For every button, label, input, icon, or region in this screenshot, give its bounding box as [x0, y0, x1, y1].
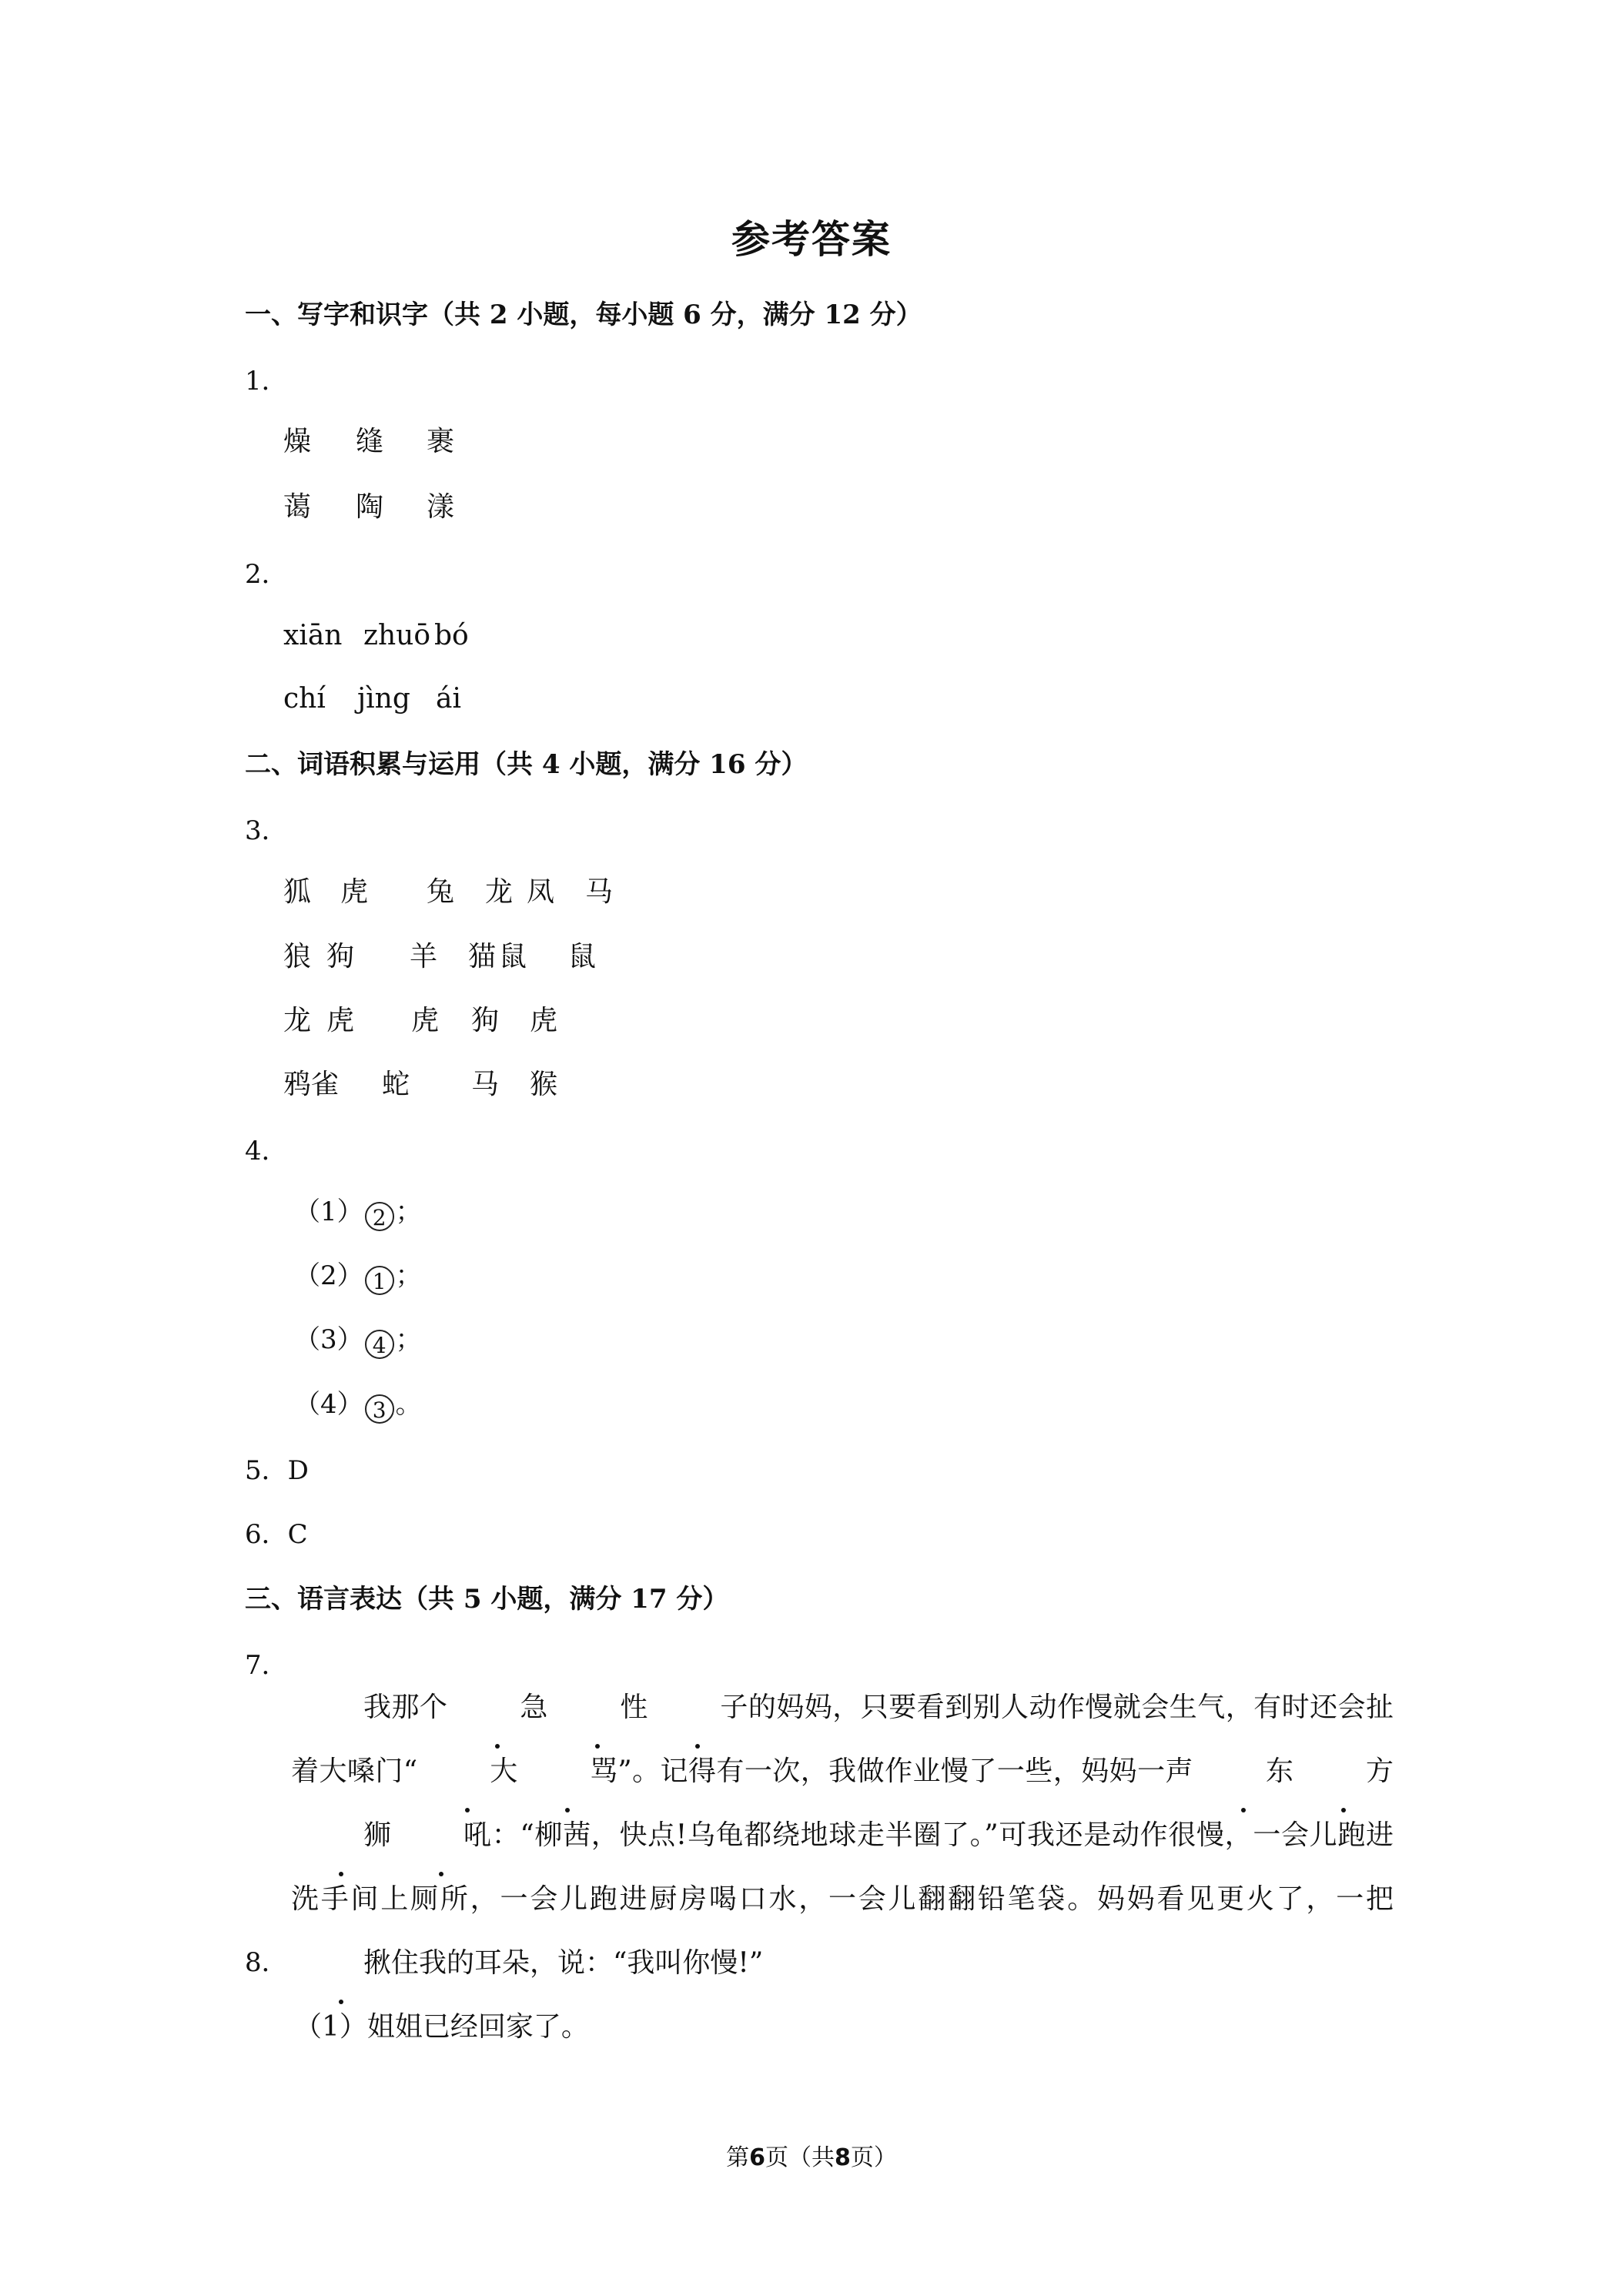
pinyin: chí: [283, 683, 326, 715]
circled-number: 4: [365, 1330, 394, 1359]
answer-char: 凤: [527, 876, 555, 908]
answer-char: 马: [585, 876, 614, 908]
emphasis-char: 狮: [291, 1803, 391, 1867]
emphasis-char: 子: [648, 1675, 748, 1739]
answer-char: 狐: [283, 876, 312, 908]
current-page-number: 6: [749, 2144, 765, 2171]
item-label: （4）: [294, 1389, 363, 1420]
emphasis-run: [447, 1692, 748, 1723]
item-end: ；: [395, 1197, 422, 1227]
answer-char: 马: [471, 1069, 500, 1100]
emphasis-run: [417, 1755, 617, 1787]
emphasis-run: [291, 1947, 391, 1979]
answer-char: 龙: [283, 1005, 312, 1036]
answer-char: 蔼: [283, 491, 312, 523]
answer-char: 猴: [530, 1069, 558, 1100]
total-page-number: 8: [835, 2144, 851, 2171]
item-label: （2）: [294, 1260, 363, 1291]
item-end: ；: [395, 1260, 422, 1291]
answer-char: 漾: [427, 491, 455, 523]
text-run: ：“柳茜，快点!乌龟都绕地球走半圈了。”可我还是动作很慢，一会儿跑进洗手间上厕所，一会儿跑进厨房喝口水，一会儿翻翻铅笔袋。妈妈看见更火了，一把: [291, 1819, 1394, 1915]
answer-q5: 5．D: [245, 1455, 309, 1486]
pinyin: ái: [436, 683, 461, 715]
question-number-2: 2．: [245, 559, 288, 590]
question-number-7: 7．: [245, 1650, 288, 1681]
text-run: 我那个: [363, 1692, 448, 1723]
item-label: （1）: [294, 1197, 363, 1227]
q8-item-1: （1）姐姐已经回家了。: [294, 2011, 589, 2043]
answer-char: 陶: [356, 491, 384, 523]
answer-char: 狗: [326, 941, 355, 972]
q4-item-3: [294, 1324, 422, 1359]
answer-char: 狗: [471, 1005, 500, 1036]
text-run: 住我的耳朵，说：“我叫你慢!”: [391, 1947, 764, 1979]
answer-char: 狼: [283, 941, 312, 972]
footer-text: 第: [726, 2144, 750, 2171]
item-end: ；: [395, 1324, 422, 1355]
section-heading-3: 三、语言表达（共 5 小题，满分 17 分）: [245, 1584, 729, 1615]
circled-number: 3: [365, 1394, 394, 1424]
pinyin: xiān: [283, 620, 343, 651]
answer-char: 虎: [326, 1005, 355, 1036]
item-label: （3）: [294, 1324, 363, 1355]
answer-char: 虎: [411, 1005, 440, 1036]
answer-q6: 6．C: [245, 1519, 308, 1550]
question-number-3: 3．: [245, 815, 288, 846]
section-heading-1: 一、写字和识字（共 2 小题，每小题 6 分，满分 12 分）: [245, 300, 922, 330]
emphasis-char: 急: [447, 1675, 547, 1739]
answer-char: 虎: [340, 876, 369, 908]
text-run: 的妈妈，只要看到别人动作慢就会生气，有时还会扯着大嗓门“: [291, 1692, 1394, 1787]
q4-item-1: [294, 1199, 422, 1231]
pinyin: zhuō: [363, 620, 431, 651]
emphasis-char: 吼: [391, 1803, 491, 1867]
answer-char: 鸦雀: [283, 1069, 340, 1100]
page-title: 参考答案: [731, 216, 892, 262]
emphasis-char: 性: [547, 1675, 648, 1739]
answer-char: 猫: [468, 941, 497, 972]
item-end: 。: [395, 1389, 422, 1420]
answer-char: 龙: [485, 876, 514, 908]
page-footer: [0, 2144, 1623, 2171]
pinyin: jìng: [357, 683, 410, 715]
q7-paragraph: [291, 1675, 1394, 1995]
q4-item-4: [294, 1391, 422, 1424]
answer-char: 蛇: [382, 1069, 410, 1100]
answer-char: 鼠: [499, 941, 527, 972]
emphasis-char: 骂: [517, 1739, 617, 1803]
answer-char: 裹: [427, 426, 455, 457]
section-heading-2: 二、词语积累与运用（共 4 小题，满分 16 分）: [245, 749, 808, 780]
footer-text: 页（共: [765, 2144, 835, 2171]
text-run: ”。记得有一次，我做作业慢了一些，妈妈一声: [617, 1755, 1193, 1787]
answer-char: 羊: [410, 941, 438, 972]
question-number-4: 4．: [245, 1136, 288, 1166]
question-number-1: 1．: [245, 366, 288, 397]
question-number-8: 8．: [245, 1947, 288, 1978]
q4-item-2: [294, 1260, 422, 1295]
circled-number: 1: [365, 1266, 394, 1295]
pinyin: bó: [434, 620, 469, 651]
emphasis-char: 东: [1193, 1739, 1293, 1803]
footer-text: 页）: [850, 2144, 897, 2171]
circled-number: 2: [365, 1202, 394, 1231]
emphasis-char: 揪: [291, 1931, 391, 1995]
answer-char: 缝: [356, 426, 384, 457]
answer-char: 虎: [530, 1005, 558, 1036]
answer-char: 兔: [427, 876, 455, 908]
answer-char: 燥: [283, 426, 312, 457]
emphasis-char: 方: [1293, 1739, 1394, 1803]
emphasis-char: 大: [417, 1739, 517, 1803]
answer-char: 鼠: [568, 941, 597, 972]
